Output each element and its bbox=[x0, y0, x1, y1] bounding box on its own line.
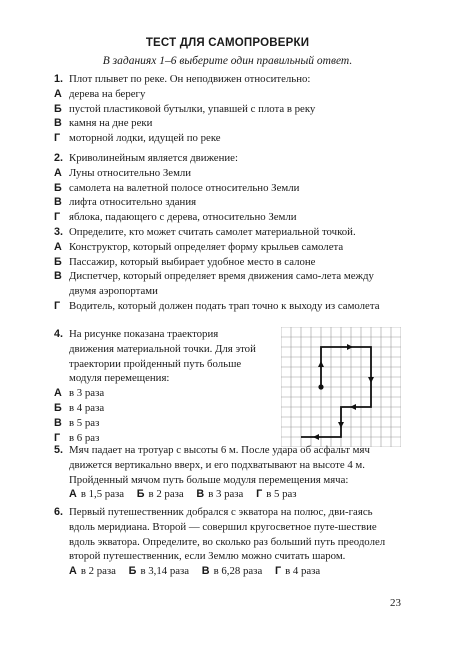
trajectory-path bbox=[301, 347, 371, 437]
option-b: Б в 4 раза bbox=[54, 401, 105, 414]
start-point bbox=[318, 384, 323, 389]
option-a: А в 1,5 раза bbox=[69, 488, 125, 501]
option-b: Б самолета на валетной полосе относительно Земли bbox=[54, 181, 300, 194]
option-c: В лифта относительно здания bbox=[54, 196, 197, 209]
option-c: В Диспетчер, который определяет время движения само-лета между двумя аэропортами bbox=[54, 270, 374, 298]
option-b: Б пустой пластиковой бутылки, упавшей с плота в реку bbox=[54, 102, 316, 115]
option-b: Б в 2 раза bbox=[136, 488, 184, 501]
direction-arrows bbox=[313, 344, 374, 440]
question-text: Первый путешественник добрался с экватора на полюс, дви-гаясь вдоль меридиана. Второй — совершил кругосветное путе-шествие вдоль экватора. Определите, во сколько раз больший путь преодолел второй путешественник, если Землю можно считать шаром. bbox=[69, 506, 386, 563]
question-3 bbox=[54, 225, 394, 314]
question-number: 1. bbox=[54, 73, 64, 85]
option-d: Г яблока, падающего с дерева, относительно Земли bbox=[54, 211, 297, 224]
option-a: А дерева на берегу bbox=[54, 87, 146, 100]
instructions: В заданиях 1–6 выберите один правильный ответ. bbox=[102, 55, 353, 67]
options-row bbox=[54, 487, 394, 502]
option-c: В в 6,28 раза bbox=[201, 565, 263, 578]
option-b: Б Пассажир, который выбирает удобное место в салоне bbox=[54, 255, 316, 268]
question-1 bbox=[54, 72, 394, 146]
question-number: 3. bbox=[54, 226, 64, 238]
question-number: 5. bbox=[54, 444, 64, 456]
page-title: ТЕСТ ДЛЯ САМОПРОВЕРКИ bbox=[145, 37, 310, 49]
question-5 bbox=[54, 443, 394, 502]
question-4 bbox=[54, 327, 264, 445]
question-text: Плот плывет по реке. Он неподвижен относительно: bbox=[69, 73, 311, 85]
option-b: Б в 3,14 раза bbox=[128, 565, 190, 578]
option-a: А Конструктор, который определяет форму крыльев самолета bbox=[54, 240, 344, 253]
trajectory-figure bbox=[281, 327, 401, 447]
question-number: 4. bbox=[54, 328, 64, 340]
option-c: В в 5 раз bbox=[54, 416, 100, 429]
option-d: Г Водитель, который должен подать трап точно к выходу из самолета bbox=[54, 299, 380, 312]
option-d: Г моторной лодки, идущей по реке bbox=[54, 132, 221, 145]
question-text: Мяч падает на тротуар с высоты 6 м. После удара об асфальт мяч движется вертикально вверх, и его подхватывают на высоте 4 м. Пройденный мячом путь больше модуля перемещения мяча: bbox=[69, 444, 370, 486]
question-number: 2. bbox=[54, 152, 64, 164]
question-6 bbox=[54, 505, 394, 579]
question-text: Определите, кто может считать самолет материальной точкой. bbox=[69, 226, 356, 238]
option-a: А в 3 раза bbox=[54, 387, 105, 400]
option-c: В камня на дне реки bbox=[54, 117, 153, 130]
option-a: А Луны относительно Земли bbox=[54, 166, 192, 179]
option-d: Г в 5 раз bbox=[256, 488, 297, 501]
options-row bbox=[54, 564, 394, 579]
question-text: На рисунке показана траектория движения материальной точки. Для этой траектории пройденный путь больше модуля перемещения: bbox=[69, 328, 256, 385]
option-d: Г в 6 раз bbox=[54, 431, 100, 444]
question-2 bbox=[54, 151, 394, 225]
question-text: Криволинейным является движение: bbox=[69, 152, 238, 164]
option-c: В в 3 раза bbox=[196, 488, 244, 501]
page-number: 23 bbox=[390, 597, 401, 609]
option-a: А в 2 раза bbox=[69, 565, 116, 578]
question-number: 6. bbox=[54, 506, 64, 518]
option-d: Г в 4 раза bbox=[274, 565, 321, 578]
